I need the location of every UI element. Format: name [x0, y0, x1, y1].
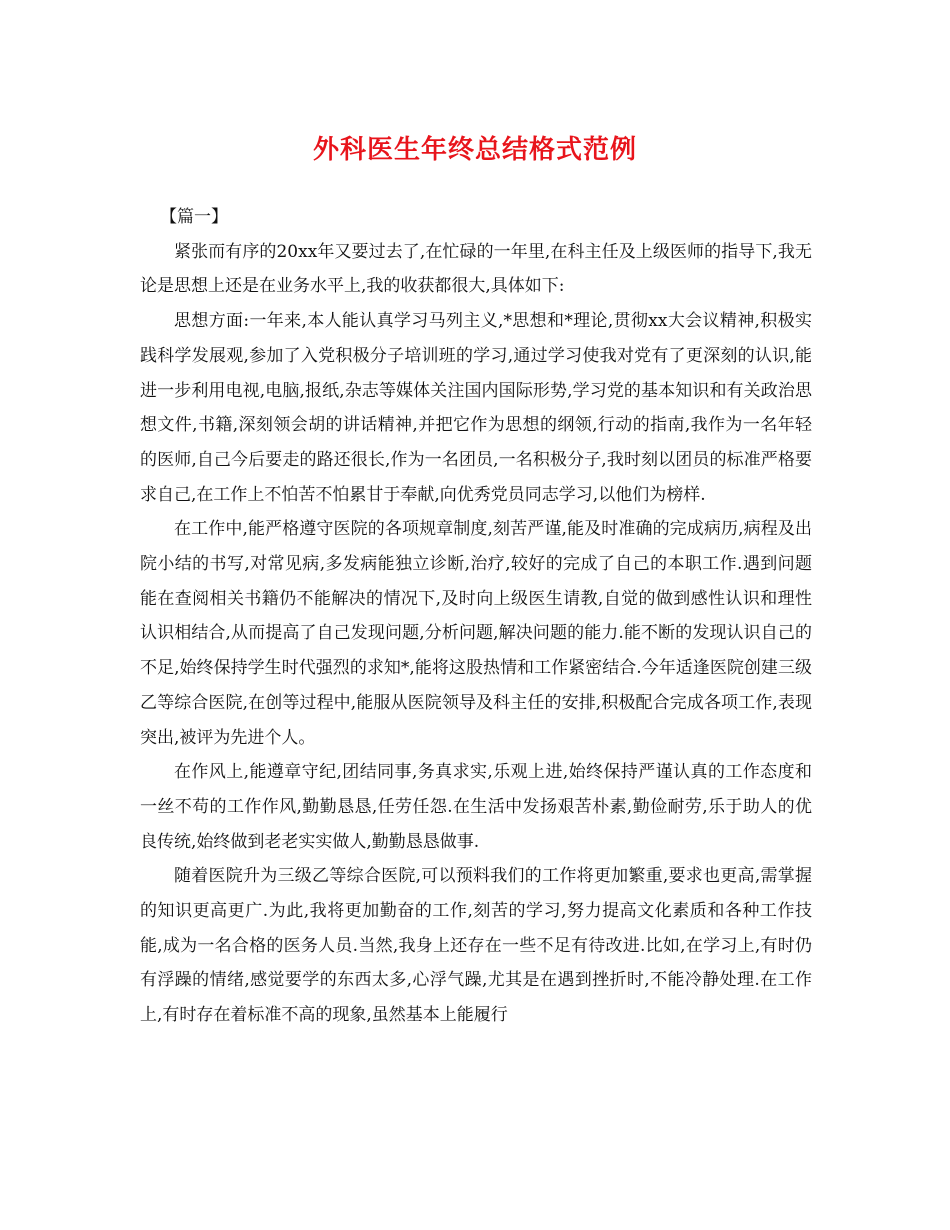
page-title: 外科医生年终总结格式范例: [312, 135, 637, 165]
paragraph-intro: 紧张而有序的20xx年又要过去了,在忙碌的一年里,在科主任及上级医师的指导下,我无论是思想上还是在业务水平上,我的收获都很大,具体如下:: [140, 241, 812, 297]
paragraph-conduct: 在作风上,能遵章守纪,团结同事,务真求实,乐观上进,始终保持严谨认真的工作态度和一丝不苟的工作作风,勤勤恳恳,任劳任怨.在生活中发扬艰苦朴素,勤俭耐劳,乐于助人的优良传统,始终做到老老实实做人,勤勤恳恳做事.: [140, 762, 812, 852]
section-heading: 【篇一】: [160, 207, 228, 227]
paragraph-work: 在工作中,能严格遵守医院的各项规章制度,刻苦严谨,能及时准确的完成病历,病程及出院小结的书写,对常见病,多发病能独立诊断,治疗,较好的完成了自己的本职工作.遇到问题能在查阅相关书籍仍不能解决的情况下,及时向上级医生请教,自觉的做到感性认识和理性认识相结合,从而提高了自己发现问题,分析问题,解决问题的能力.能不断的发现认识自己的不足,始终保持学生时代强烈的求知*,能将这股热情和工作紧密结合.今年适逢医院创建三级乙等综合医院,在创等过程中,能服从医院领导及科主任的安排,积极配合完成各项工作,表现突出,被评为先进个人。: [140, 519, 812, 748]
document-body: [140, 200, 812, 1033]
paragraph-outlook: 随着医院升为三级乙等综合医院,可以预料我们的工作将更加繁重,要求也更高,需掌握的知识更高更广.为此,我将更加勤奋的工作,刻苦的学习,努力提高文化素质和各种工作技能,成为一名合格的医务人员.当然,我身上还存在一些不足有待改进.比如,在学习上,有时仍有浮躁的情绪,感觉要学的东西太多,心浮气躁,尤其是在遇到挫折时,不能冷静处理.在工作上,有时存在着标准不高的现象,虽然基本上能履行: [140, 866, 812, 1026]
paragraph-ideology: 思想方面:一年来,本人能认真学习马列主义,*思想和*理论,贯彻xx大会议精神,积极实践科学发展观,参加了入党积极分子培训班的学习,通过学习使我对党有了更深刻的认识,能进一步利用电视,电脑,报纸,杂志等媒体关注国内国际形势,学习党的基本知识和有关政治思想文件,书籍,深刻领会胡的讲话精神,并把它作为思想的纲领,行动的指南,我作为一名年轻的医师,自己今后要走的路还很长,作为一名团员,一名积极分子,我时刻以团员的标准严格要求自己,在工作上不怕苦不怕累甘于奉献,向优秀党员同志学习,以他们为榜样.: [140, 311, 812, 505]
